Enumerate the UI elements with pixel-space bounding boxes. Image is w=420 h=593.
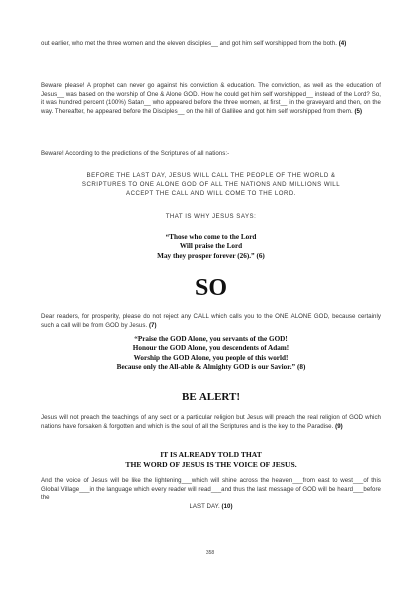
paragraph-2 xyxy=(41,82,381,116)
paragraph-6 xyxy=(41,477,381,511)
quote-2-line-4: Because only the All-able & Almighty GOD is our Savior.” (8) xyxy=(116,363,306,372)
quote-1-line-3: May they prosper forever (26).” (6) xyxy=(157,251,265,260)
paragraph-5-text: Jesus will not preach the teachings of any sect or a particular religion but Jesus will preach the real religion of GOD which nations have forsaken & forgotten and which is the soul of all the Scriptures and is the key to the Paradise. xyxy=(41,414,381,430)
told-line-1: IT IS ALREADY TOLD THAT xyxy=(160,450,262,459)
last-day-text: LAST DAY. xyxy=(189,502,220,510)
paragraph-4 xyxy=(41,313,381,330)
quote-1-line-1: “Those who come to the Lord xyxy=(165,233,257,241)
quote-block-1 xyxy=(41,233,381,261)
already-told-block xyxy=(41,450,381,469)
quote-block-2 xyxy=(41,335,381,373)
quote-2-line-2: Honour the GOD Alone, you descendents of Adam! xyxy=(132,344,290,353)
caps-prediction-block xyxy=(41,171,381,199)
paragraph-1-text: out earlier, who met the three women and the eleven disciples__ and got him self worshipped from the both. xyxy=(41,40,337,47)
paragraph-5 xyxy=(41,414,381,431)
reference-4: (4) xyxy=(338,40,347,47)
told-line-2: THE WORD OF JESUS IS THE VOICE OF JESUS. xyxy=(125,459,297,469)
paragraph-3: Beware! According to the predictions of the Scriptures of all nations:- xyxy=(41,150,230,157)
paragraph-1 xyxy=(41,40,381,49)
paragraph-2-text: Beware please! A prophet can never go against his conviction & education. The conviction, as well as the education of Jesus__ was based on the worship of One & Alone GOD. How he could get him self worshipped__ instead of the Lord? So, it was hundred percent (100%) Satan__ who appeared before the three women, at first__ in the graveyard and then, on the way. Thereafter, he appeared before the Disciples__ on the hill of Gallilee and got him self worshipped from them. xyxy=(41,82,381,115)
paragraph-6-last-line xyxy=(41,503,381,512)
jesus-says-line: THAT IS WHY JESUS SAYS: xyxy=(165,213,257,220)
reference-7: (7) xyxy=(148,321,157,329)
be-alert-heading: BE ALERT! xyxy=(182,391,240,403)
reference-5: (5) xyxy=(354,107,363,115)
page-number: 358 xyxy=(205,550,215,556)
caps-line-3: ACCEPT THE CALL AND WILL COME TO THE LORD. xyxy=(126,190,296,198)
quote-2-line-1: “Praise the GOD Alone, you servants of the GOD! xyxy=(134,335,288,343)
quote-2-line-3: Worship the GOD Alone, you people of this world! xyxy=(133,353,289,362)
quote-1-line-2: Will praise the Lord xyxy=(179,242,243,251)
reference-9: (9) xyxy=(335,422,343,430)
caps-line-2: SCRIPTURES TO ONE ALONE GOD OF ALL THE NATIONS AND MILLIONS WILL xyxy=(81,181,341,189)
reference-10: (10) xyxy=(221,502,233,510)
paragraph-4-text: Dear readers, for prosperity, please do not reject any CALL which calls you to the ONE ALONE GOD, because certainly such a call will be from GOD by Jesus. xyxy=(41,313,381,329)
caps-line-1: BEFORE THE LAST DAY, JESUS WILL CALL THE PEOPLE OF THE WORLD & xyxy=(86,172,336,179)
paragraph-6-text: And the voice of Jesus will be like the lightening___which will shine across the heaven___from east to west___of this Global Village___in the language which every reader will read___and thus the last message of GOD will be heard___before the xyxy=(41,477,381,502)
so-heading: SO xyxy=(194,275,227,301)
